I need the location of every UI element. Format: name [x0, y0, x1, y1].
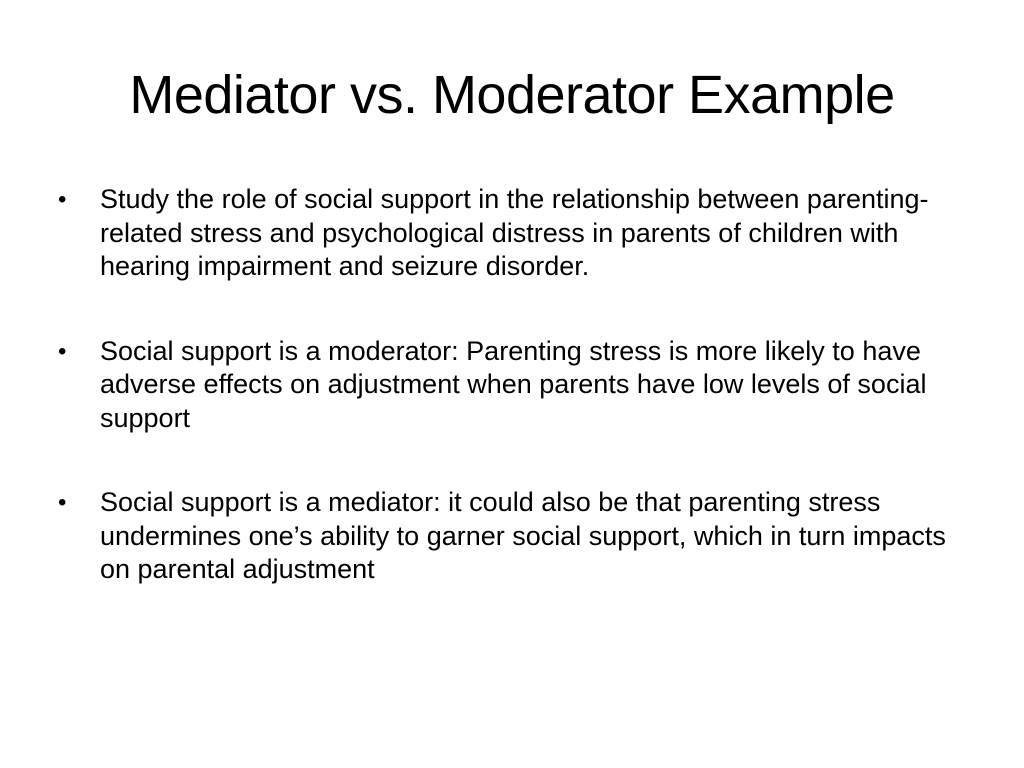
- bullet-item: [58, 335, 970, 436]
- bullet-item: [58, 183, 970, 284]
- bullet-text: Social support is a moderator: Parenting stress is more likely to have adverse effects on adjustment when parents have low levels of social support: [100, 335, 927, 433]
- bullet-text: Social support is a mediator: it could also be that parenting stress undermines one’s ability to garner social support, which in turn impacts on parental adjustment: [100, 487, 946, 584]
- slide-title: Mediator vs. Moderator Example: [129, 65, 895, 125]
- bullet-text: Study the role of social support in the relationship between parenting-related stress and psychological distress in parents of children with hearing impairment and seizure disorder.: [100, 184, 929, 281]
- bullet-list: [58, 183, 970, 638]
- bullet-marker: •: [58, 489, 67, 516]
- bullet-item: [58, 486, 970, 587]
- bullet-marker: •: [58, 186, 67, 213]
- bullet-marker: •: [58, 337, 67, 365]
